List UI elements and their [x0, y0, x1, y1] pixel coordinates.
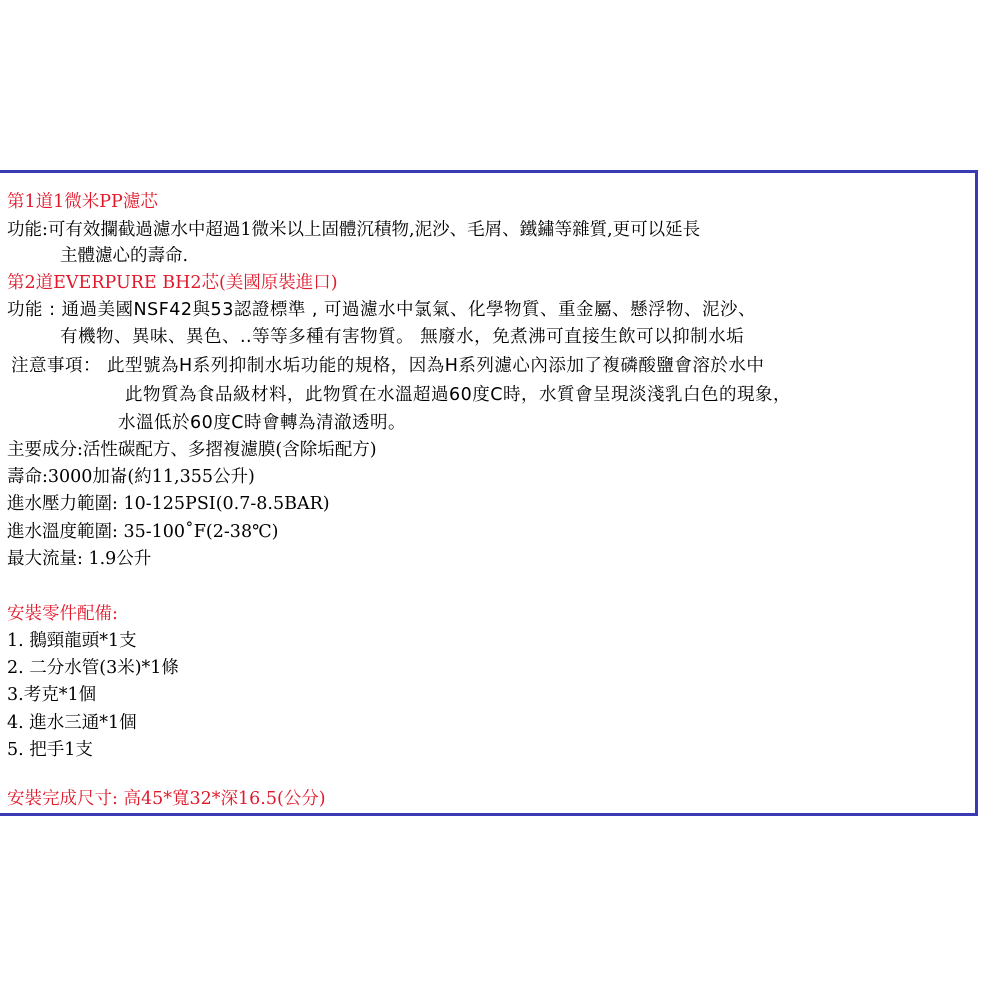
filter1-title: 第1道1微米PP濾芯: [7, 192, 158, 212]
parts-item: 1. 鵝頸龍頭*1支: [7, 631, 137, 651]
parts-title: 安裝零件配備:: [7, 604, 118, 624]
filter2-notice-line3: 水溫低於60度C時會轉為清澈透明。: [118, 413, 406, 433]
filter2-notice-line1: 注意事項： 此型號為H系列抑制水垢功能的規格，因為H系列濾心內添加了複磷酸鹽會溶於水中: [11, 356, 765, 376]
filter2-notice-line2: 此物質為食品級材料，此物質在水溫超過60度C時，水質會呈現淡淺乳白色的現象，: [125, 385, 791, 405]
filter2-title: 第2道EVERPURE BH2芯(美國原裝進口): [7, 273, 338, 293]
filter1-function-line1: 功能:可有效攔截過濾水中超過1微米以上固體沉積物,泥沙、毛屑、鐵鏽等雜質,更可以延長: [7, 220, 701, 240]
spec-pressure: 進水壓力範圍: 10-125PSI(0.7-8.5BAR): [7, 494, 330, 514]
installed-size: 安裝完成尺寸: 高45*寬32*深16.5(公分): [7, 789, 326, 809]
parts-item: 2. 二分水管(3米)*1條: [7, 658, 179, 678]
spec-lifespan: 壽命:3000加崙(約11,355公升): [7, 467, 255, 487]
spec-composition: 主要成分:活性碳配方、多摺複濾膜(含除垢配方): [7, 440, 377, 460]
filter1-function-line2: 主體濾心的壽命.: [60, 246, 189, 266]
parts-item: 5. 把手1支: [7, 740, 93, 760]
parts-item: 3.考克*1個: [7, 685, 97, 705]
filter2-function-line1: 功能 : 通過美國NSF42與53認證標準 , 可過濾水中氯氣、化學物質、重金屬、懸浮物、泥沙、: [7, 300, 757, 320]
parts-item: 4. 進水三通*1個: [7, 713, 137, 733]
spec-flow: 最大流量: 1.9公升: [7, 549, 152, 569]
spec-temperature: 進水溫度範圍: 35-100˚F(2-38℃): [7, 522, 279, 542]
product-description-panel: [0, 170, 978, 816]
filter2-function-line2: 有機物、異味、異色、..等等多種有害物質。 無廢水，免煮沸可直接生飲可以抑制水垢: [60, 327, 745, 347]
